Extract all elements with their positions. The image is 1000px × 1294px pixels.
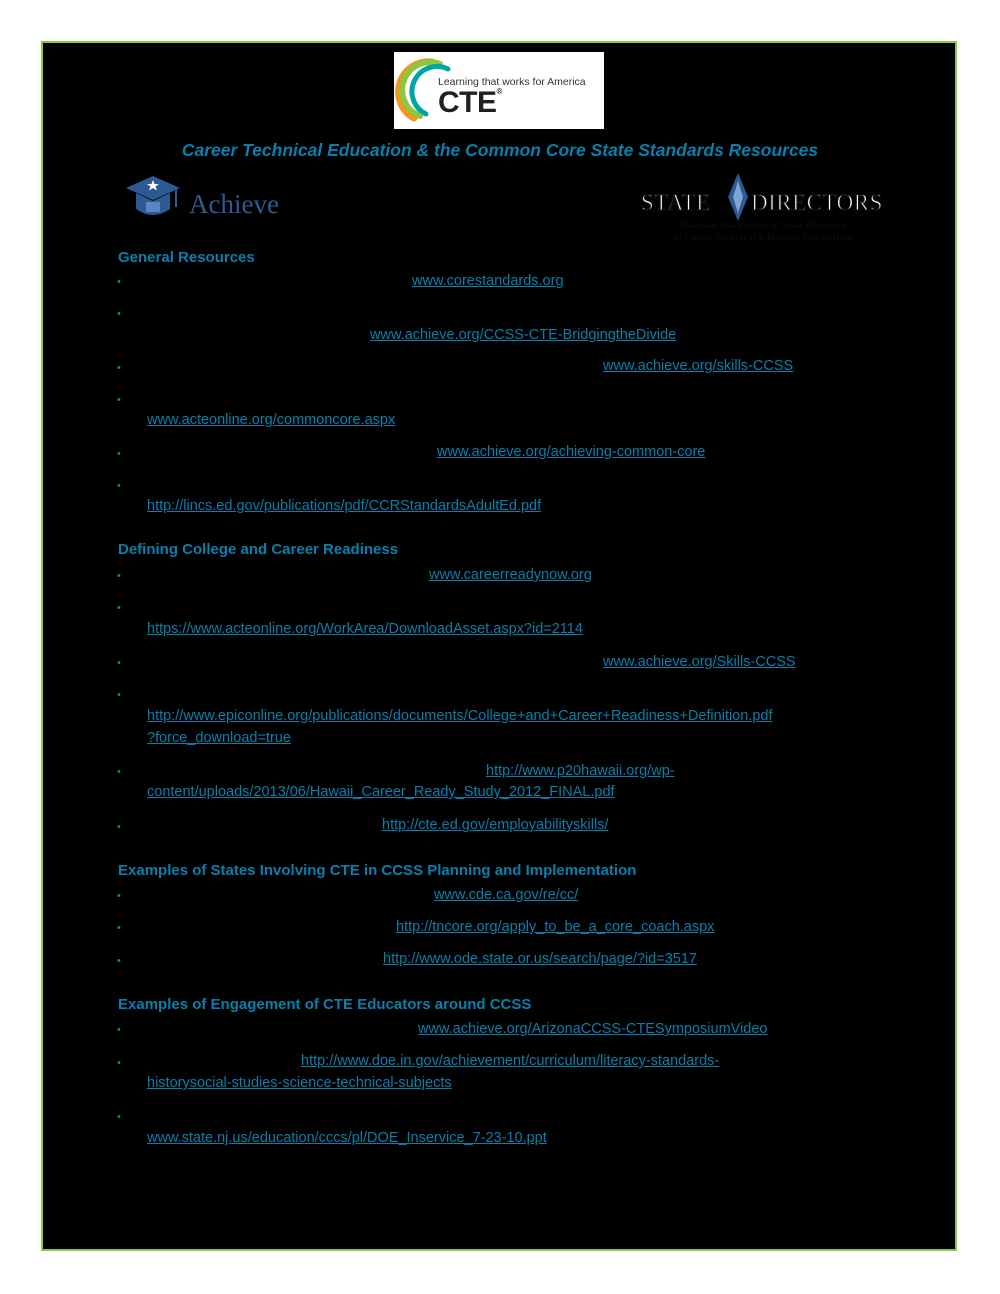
state-directors-subtitle-line1: National Association of State Directors: [680, 221, 846, 231]
directors-word: DIRECTORS: [751, 190, 883, 215]
link-bridging-the-divide[interactable]: www.achieve.org/CCSS-CTE-BridgingtheDivide: [370, 327, 677, 343]
link-epiconline-ccr-definition[interactable]: http://www.epiconline.org/publications/documents/College+and+Career+Readiness+Definition.pdf: [147, 708, 773, 724]
document-title: Career Technical Education & the Common Core State Standards Resources: [181, 140, 819, 160]
bullet: •: [117, 1057, 121, 1069]
bullet: •: [117, 955, 121, 967]
bullet: •: [117, 570, 121, 582]
link-nj-doe-inservice[interactable]: www.state.nj.us/education/cccs/pl/DOE_Inservice_7-23-10.ppt: [147, 1130, 547, 1146]
bullet: •: [117, 821, 121, 833]
bullet: •: [117, 448, 121, 460]
link-arizona-symposium-video[interactable]: www.achieve.org/ArizonaCCSS-CTESymposiumVideo: [418, 1021, 768, 1037]
link-doe-indiana-cont[interactable]: historysocial-studies-science-technical-subjects: [147, 1075, 452, 1091]
cte-wordmark: CTE®: [438, 86, 502, 119]
bullet: •: [117, 689, 121, 701]
section-heading-college-career-readiness: Defining College and Career Readiness: [118, 541, 399, 558]
bullet: •: [117, 362, 121, 374]
link-acteonline-download[interactable]: https://www.acteonline.org/WorkArea/DownloadAsset.aspx?id=2114: [147, 621, 583, 637]
state-directors-logo: [637, 172, 883, 248]
link-ode-oregon[interactable]: http://www.ode.state.or.us/search/page/?id=3517: [383, 951, 697, 967]
link-corestandards[interactable]: www.corestandards.org: [412, 273, 564, 289]
achieve-logo: [124, 173, 284, 231]
link-doe-indiana[interactable]: http://www.doe.in.gov/achievement/curriculum/literacy-standards-: [301, 1053, 720, 1069]
link-p20hawaii-cont[interactable]: content/uploads/2013/06/Hawaii_Career_Ready_Study_2012_FINAL.pdf: [147, 784, 615, 800]
bullet: •: [117, 1024, 121, 1036]
link-achieving-common-core[interactable]: www.achieve.org/achieving-common-core: [437, 444, 706, 460]
bullet: •: [117, 766, 121, 778]
section-heading-educator-engagement: Examples of Engagement of CTE Educators around CCSS: [118, 996, 532, 1013]
cte-tagline: Learning that works for America: [438, 76, 586, 88]
bullet: •: [117, 602, 121, 614]
bullet: •: [117, 276, 121, 288]
link-achieve-skills-ccss[interactable]: www.achieve.org/skills-CCSS: [603, 358, 794, 374]
link-lincs-adult-ed[interactable]: http://lincs.ed.gov/publications/pdf/CCRStandardsAdultEd.pdf: [147, 498, 542, 514]
bullet: •: [117, 480, 121, 492]
link-cte-employability-skills[interactable]: http://cte.ed.gov/employabilityskills/: [382, 817, 609, 833]
link-achieve-skills-ccss-2[interactable]: www.achieve.org/Skills-CCSS: [603, 654, 796, 670]
bullet: •: [117, 657, 121, 669]
graduation-cap-icon: [124, 173, 182, 231]
achieve-wordmark: Achieve: [189, 189, 279, 219]
bullet: •: [117, 394, 121, 406]
cte-logo: [394, 52, 604, 129]
state-word: STATE: [641, 190, 711, 215]
section-heading-state-examples: Examples of States Involving CTE in CCSS Planning and Implementation: [118, 862, 637, 879]
link-acteonline-commoncore[interactable]: www.acteonline.org/commoncore.aspx: [147, 412, 396, 428]
diamond-icon: [727, 172, 749, 222]
link-p20hawaii[interactable]: http://www.p20hawaii.org/wp-: [486, 763, 675, 779]
state-directors-subtitle-line2: of Career Technical Education Consortium: [673, 233, 853, 243]
bullet: •: [117, 1111, 121, 1123]
link-cde-ca[interactable]: www.cde.ca.gov/re/cc/: [434, 887, 579, 903]
bullet: •: [117, 922, 121, 934]
bullet: •: [117, 890, 121, 902]
section-heading-general-resources: General Resources: [118, 249, 255, 266]
link-epiconline-ccr-definition-cont[interactable]: ?force_download=true: [147, 730, 291, 746]
link-careerreadynow[interactable]: www.careerreadynow.org: [429, 567, 592, 583]
link-tncore[interactable]: http://tncore.org/apply_to_be_a_core_coach.aspx: [396, 919, 715, 935]
bullet: •: [117, 308, 121, 320]
